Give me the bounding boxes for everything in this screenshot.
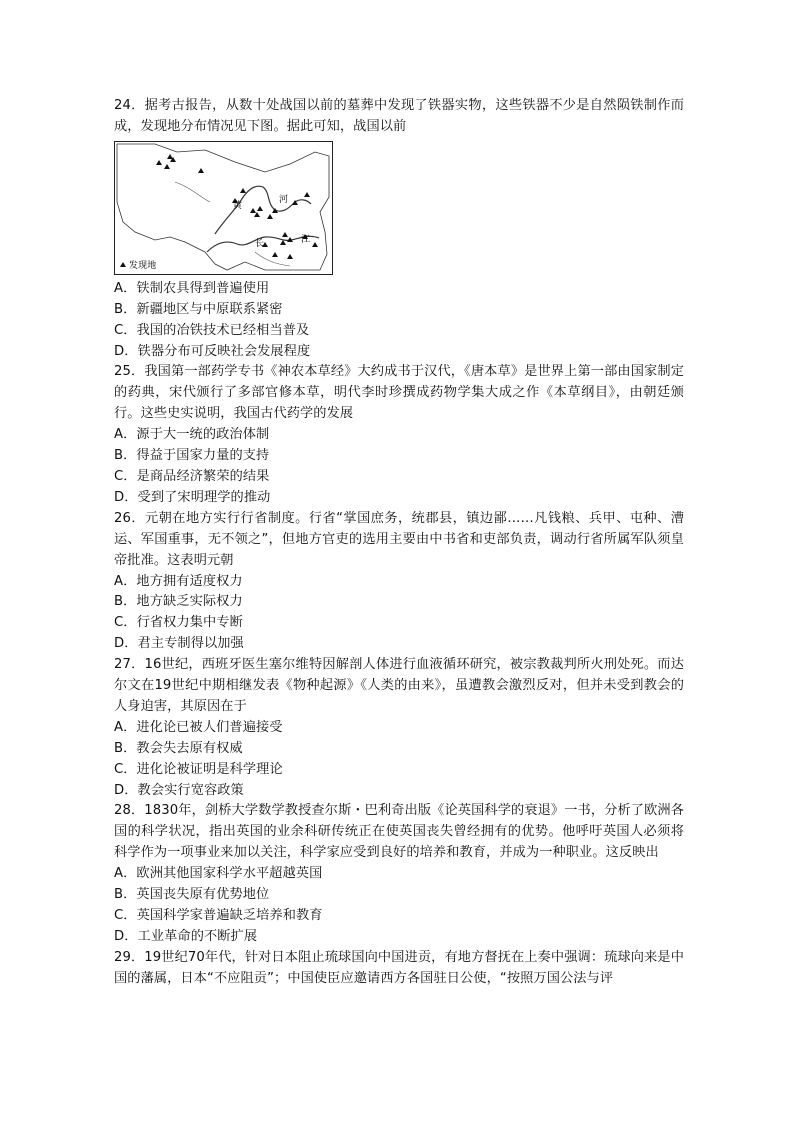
exam-page [114,96,684,990]
q25-option-d: D．受到了宋明理学的推动 [114,489,271,505]
river-label-huang: 黄 [233,200,243,211]
q26-option-b: B．地方缺乏实际权力 [114,594,243,610]
q27-option-b: B．教会失去原有权威 [114,740,243,756]
q26-option-a: A．地方拥有适度权力 [114,573,243,589]
question-25-stem: 25．我国第一部药学专书《神农本草经》大约成书于汉代，《唐本草》是世界上第一部由国家制定的药典，宋代颁行了多部官修本草，明代李时珍撰成药物学集大成之作《本草纲目》，由朝廷颁行。这些史实说明，我国古代药学的发展 [114,364,684,422]
yellow-river [215,186,311,234]
question-26-stem: 26．元朝在地方实行行省制度。行省“掌国庶务，统郡县，镇边鄙……凡钱粮、兵甲、屯种、漕运、军国重事，无不领之”，但地方官吏的选用主要由中书省和吏部负责，调动行省所属军队须皇帝批准。这表明元朝 [114,510,684,568]
q27-option-a: A．进化论已被人们普遍接受 [114,719,283,735]
map-figure [115,142,331,273]
q28-option-b: B．英国丧失原有优势地位 [114,887,270,903]
river-label-chang: 长 [255,238,265,249]
q26-option-c: C．行省权力集中专断 [114,615,243,631]
q28-option-d: D．工业革命的不断扩展 [114,928,258,944]
q24-option-a: A．铁制农具得到普遍使用 [114,280,270,296]
legend-label: 发现地 [129,260,157,271]
legend-marker-icon [120,262,126,267]
q25-option-b: B．得益于国家力量的支持 [114,448,270,464]
q28-option-a: A．欧洲其他国家科学水平超越英国 [114,866,323,882]
q24-option-b: B．新疆地区与中原联系紧密 [114,301,283,317]
river-label-he: 河 [279,194,289,205]
q28-option-c: C．英国科学家普遍缺乏培养和教育 [114,908,323,923]
q26-option-d: D．君主专制得以加强 [114,636,244,652]
iron-finds-map [114,141,333,275]
q24-option-d: D．铁器分布可反映社会发展程度 [114,343,311,359]
q25-option-c: C．是商品经济繁荣的结果 [114,468,270,484]
river-label-jiang: 江 [301,234,311,245]
question-27-stem: 27．16世纪，西班牙医生塞尔维特因解剖人体进行血液循环研究，被宗教裁判所火刑处死。而达尔文在19世纪中期相继发表《物种起源》《人类的由来》，虽遭教会激烈反对，但并未受到教会的人身迫害，其原因在于 [114,657,684,714]
country-border [117,144,329,270]
q25-option-a: A．源于大一统的政治体制 [114,427,270,443]
q27-option-c: C．进化论被证明是科学理论 [114,761,283,777]
q27-option-d: D．教会实行宽容政策 [114,782,244,798]
question-28-stem: 28．1830年，剑桥大学数学教授查尔斯・巴利奇出版《论英国科学的衰退》一书，分析了欧洲各国的科学状况，指出英国的业余科研传统正在使英国丧失曾经拥有的优势。他呼吁英国人必须将科学作为一项事业来加以关注，科学家应受到良好的培养和教育，并成为一种职业。这反映出 [114,803,684,861]
q24-option-c: C．我国的冶铁技术已经相当普及 [114,322,310,338]
question-24-stem: 24．据考古报告，从数十处战国以前的墓葬中发现了铁器实物，这些铁器不少是自然陨铁制作而成，发现地分布情况见下图。据此可知，战国以前 [114,98,684,134]
question-29-stem: 29．19世纪70年代，针对日本阻止琉球国向中国进贡，有地方督抚在上奏中强调：琉球向来是中国的藩属，日本“不应阻贡”；中国使臣应邀请西方各国驻日公使，“按照万国公法与评 [114,949,684,986]
